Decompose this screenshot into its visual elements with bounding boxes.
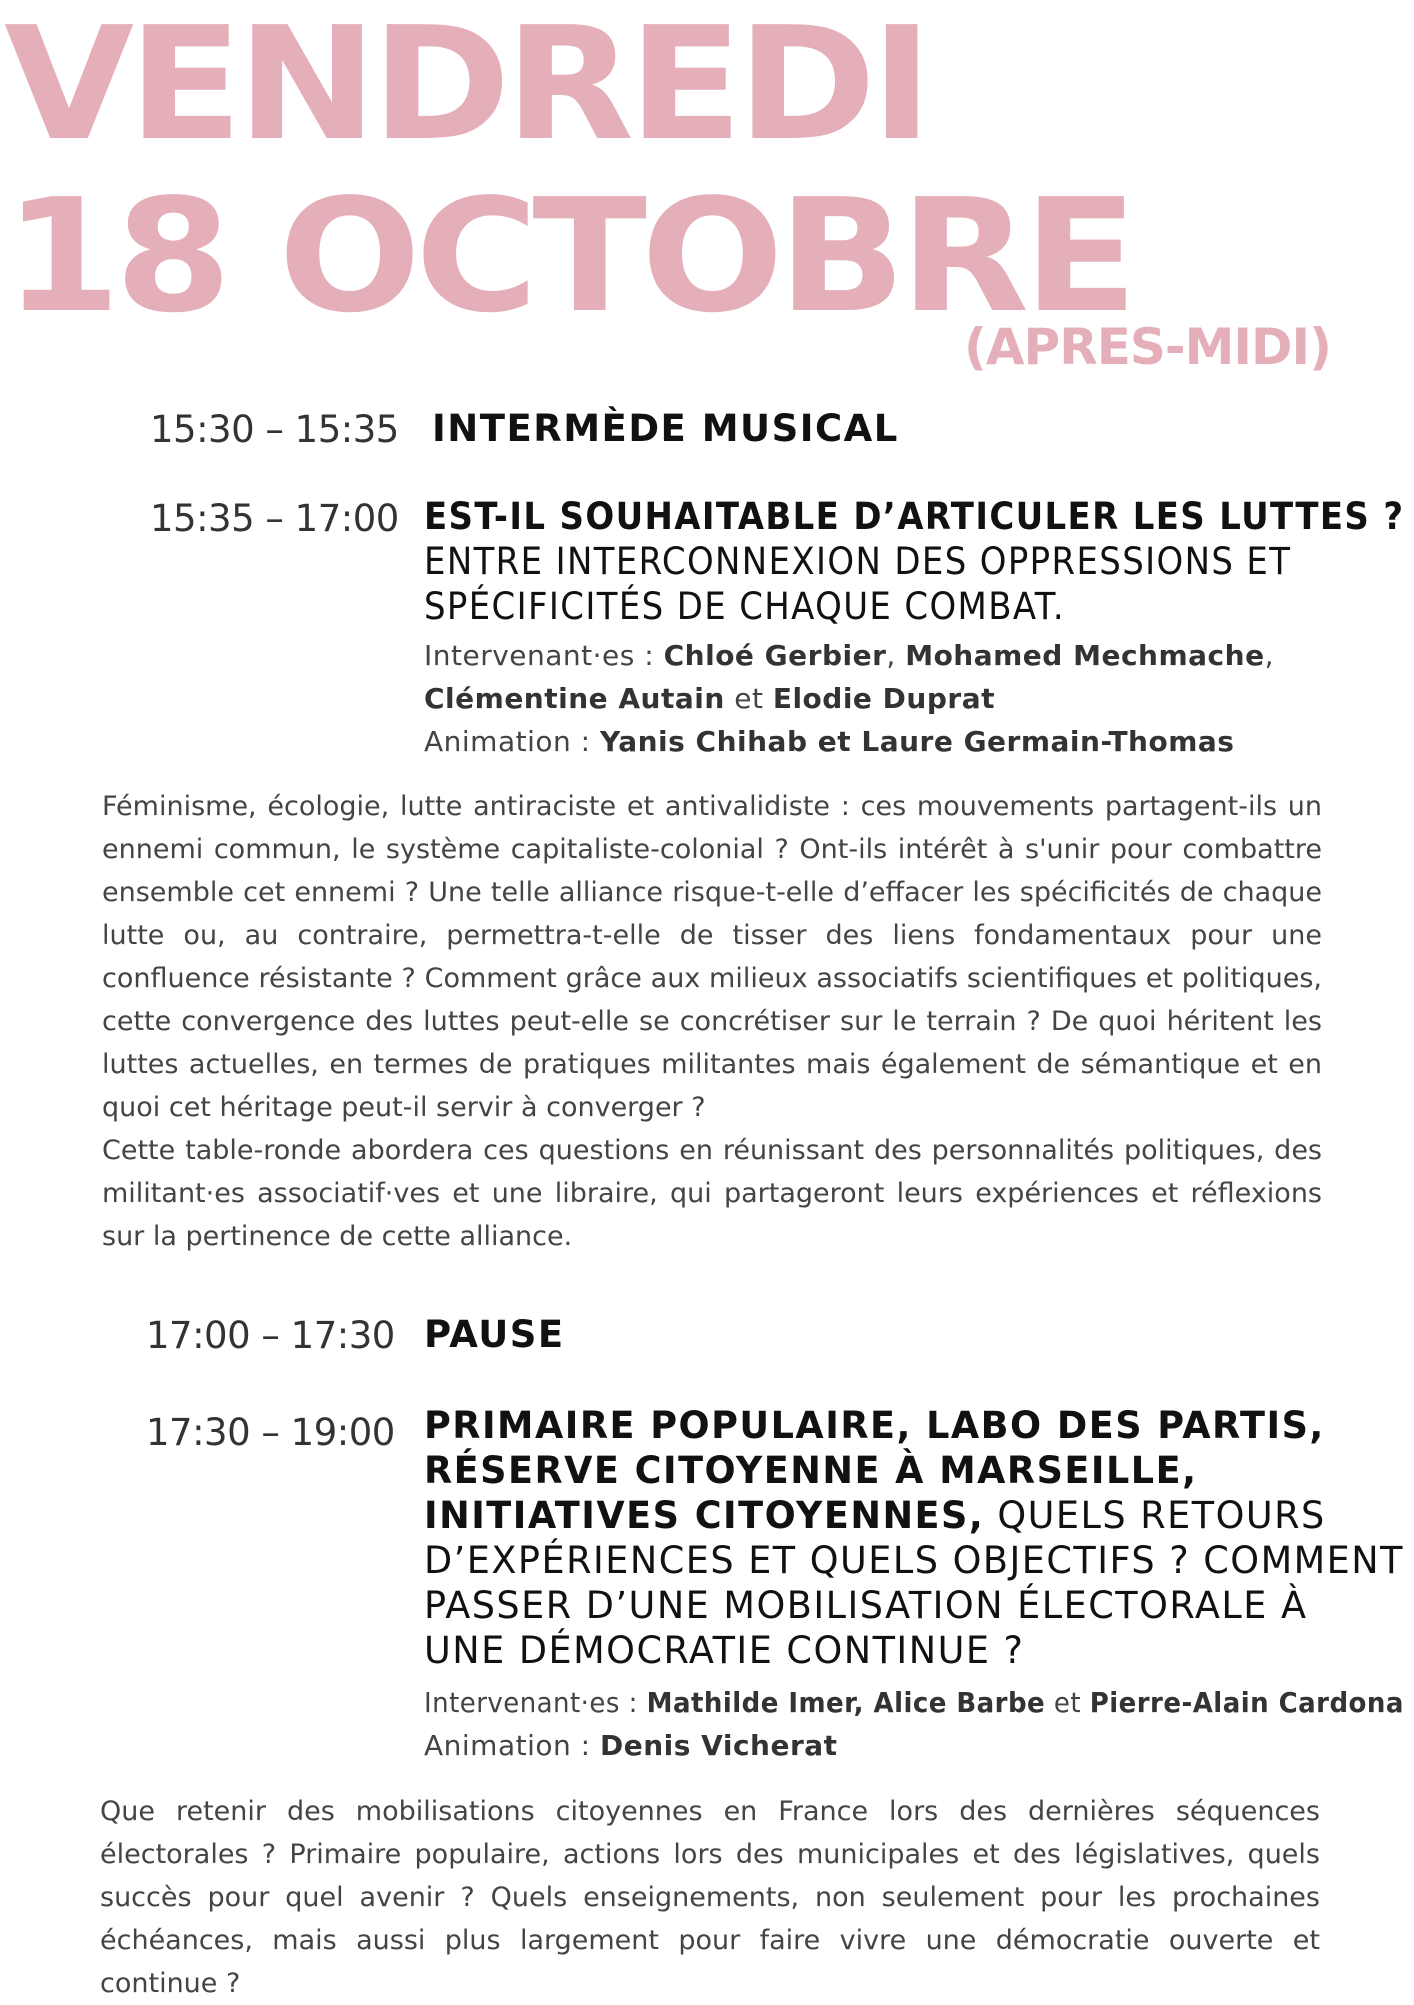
event-time: 17:00 – 17:30 xyxy=(146,1314,395,1357)
animation-label: Animation : xyxy=(424,725,600,758)
description-paragraph: Cette table-ronde abordera ces questions en réunissant des personnalités politiques, des militant·es associatif·ves et une libraire, qui partageront leurs expériences et réflexions sur la pertinence de cette alliance. xyxy=(102,1135,1322,1252)
event-title xyxy=(424,1403,1414,1673)
event-speakers-cont xyxy=(424,677,995,720)
speakers-label: Intervenant·es : xyxy=(424,639,664,672)
description-paragraph: Féminisme, écologie, lutte antiraciste et antivalidiste : ces mouvements partagent-ils un ennemi commun, le système capitaliste-colonial ? Ont-ils intérêt à s'unir pour combattre ensemble cet ennemi ? Une telle alliance risque-t-elle d’effacer les spécificités de chaque lutte ou, au contraire, permettra-t-elle de tisser des liens fondamentaux pour une confluence résistante ? Comment grâce aux milieux associatifs scientifiques et politiques, cette convergence des luttes peut-elle se concrétiser sur le terrain ? De quoi héritent les luttes actuelles, en termes de pratiques militantes mais également de sémantique et en quoi cet héritage peut-il servir à converger ? xyxy=(102,791,1322,1123)
animator-names: Denis Vicherat xyxy=(599,1729,838,1762)
speaker-name: Chloé Gerbier xyxy=(663,639,887,672)
session-subtitle: (APRES-MIDI) xyxy=(964,318,1331,376)
event-time: 17:30 – 19:00 xyxy=(146,1411,395,1454)
event-animation xyxy=(424,1724,838,1767)
event-title-line: SPÉCIFICITÉS DE CHAQUE COMBAT. xyxy=(424,585,1066,628)
speaker-name: Clémentine Autain xyxy=(424,682,725,715)
event-speakers xyxy=(424,1681,1404,1724)
event-title-line: D’EXPÉRIENCES ET QUELS OBJECTIFS ? COMMENT xyxy=(424,1539,1404,1582)
separator: , xyxy=(886,639,906,672)
description-paragraph: Que retenir des mobilisations citoyennes en France lors des dernières séquences électorales ? Primaire populaire, actions lors des municipales et des législatives, quels succès pour quel avenir ? Quels enseignements, non seulement pour les prochaines échéances, mais aussi plus largement pour faire vivre une démocratie ouverte et continue ? xyxy=(100,1796,1320,1999)
speakers-label: Intervenant·es : xyxy=(424,1686,647,1719)
event-title-line xyxy=(424,1493,1404,1538)
event-time: 15:35 – 17:00 xyxy=(150,497,399,540)
date-heading-day: VENDREDI xyxy=(4,0,927,176)
event-title xyxy=(424,494,1414,629)
event-title-bold: INITIATIVES CITOYENNES, xyxy=(424,1494,985,1537)
separator: et xyxy=(1045,1686,1090,1719)
event-title-bold: RÉSERVE CITOYENNE À MARSEILLE, xyxy=(424,1449,1198,1492)
event-speakers xyxy=(424,634,1274,677)
event-time: 15:30 – 15:35 xyxy=(150,408,399,451)
speaker-name: Mathilde Imer, Alice Barbe xyxy=(646,1686,1046,1719)
animation-label: Animation : xyxy=(424,1729,600,1762)
separator: , xyxy=(1264,639,1274,672)
separator: et xyxy=(724,682,773,715)
date-heading-date: 18 OCTOBRE xyxy=(4,164,1132,348)
event-title-rest: QUELS RETOURS xyxy=(984,1494,1326,1537)
event-title xyxy=(424,1312,565,1357)
event-title xyxy=(432,406,899,451)
speaker-name: Mohamed Mechmache xyxy=(905,639,1265,672)
event-title-line: UNE DÉMOCRATIE CONTINUE ? xyxy=(424,1629,1025,1672)
event-animation xyxy=(424,720,1234,763)
event-description xyxy=(100,1790,1320,2005)
animator-names: Yanis Chihab et Laure Germain-Thomas xyxy=(599,725,1235,758)
event-title-bold: EST-IL SOUHAITABLE D’ARTICULER LES LUTTES ? xyxy=(424,495,1405,538)
event-description xyxy=(102,785,1322,1258)
event-title-bold: PAUSE xyxy=(424,1313,565,1356)
event-title-line: ENTRE INTERCONNEXION DES OPPRESSIONS ET xyxy=(424,540,1292,583)
event-title-bold: INTERMÈDE MUSICAL xyxy=(432,407,899,450)
event-title-bold: PRIMAIRE POPULAIRE, LABO DES PARTIS, xyxy=(424,1404,1325,1447)
speaker-name: Elodie Duprat xyxy=(772,682,995,715)
event-title-line: PASSER D’UNE MOBILISATION ÉLECTORALE À xyxy=(424,1584,1308,1627)
speaker-name: Pierre-Alain Cardona xyxy=(1089,1686,1404,1719)
